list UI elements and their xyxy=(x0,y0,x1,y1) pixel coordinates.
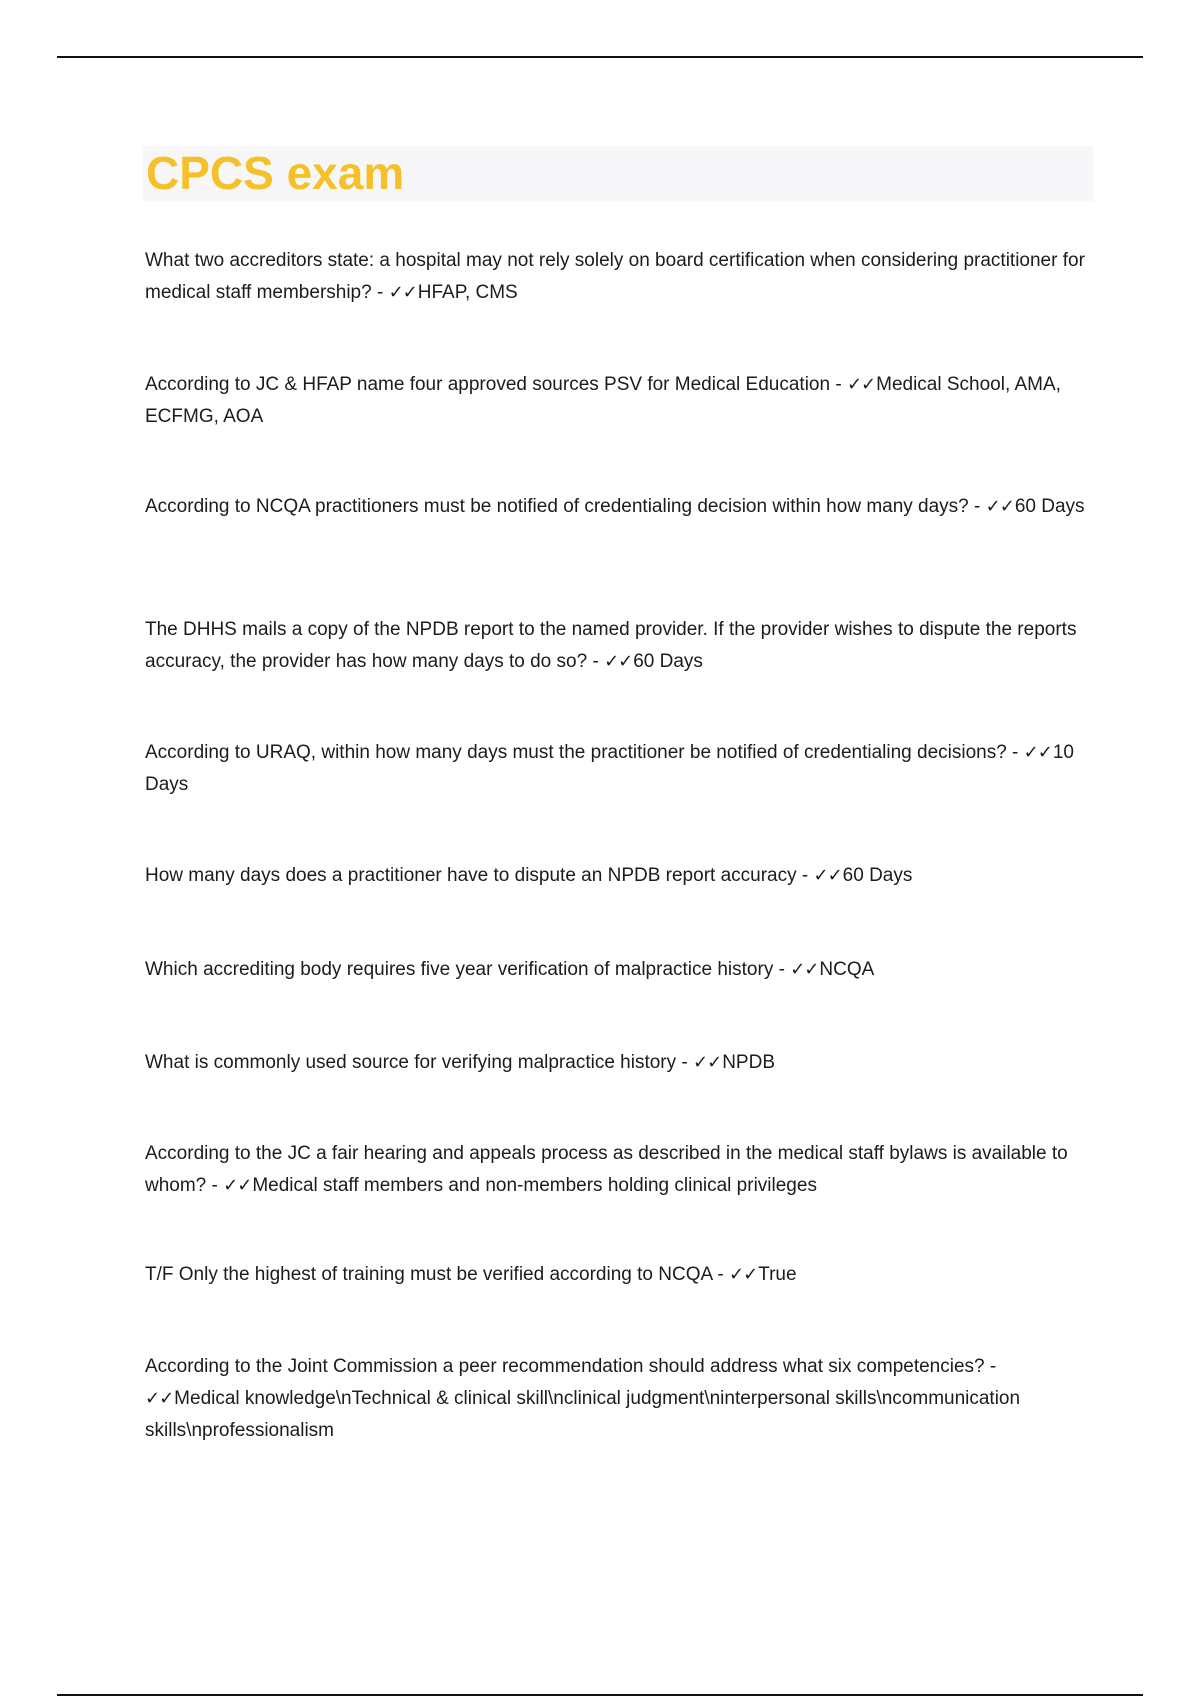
double-check-icon: ✓✓ xyxy=(729,1264,758,1285)
qa-question: According to the JC a fair hearing and appeals process as described in the medical staff bylaws is available to whom? xyxy=(145,1143,1068,1196)
qa-item xyxy=(145,1259,1090,1291)
qa-item xyxy=(145,1047,1090,1079)
qa-answer: NPDB xyxy=(722,1052,775,1073)
top-rule xyxy=(57,56,1143,58)
qa-answer: 60 Days xyxy=(1014,496,1085,517)
qa-question: According to JC & HFAP name four approved sources PSV for Medical Education xyxy=(145,374,831,395)
qa-answer: 60 Days xyxy=(633,651,703,672)
qa-separator: - xyxy=(984,1356,997,1377)
qa-item xyxy=(145,369,1090,433)
qa-answer: Medical knowledge\nTechnical & clinical skill\nclinical judgment\ninterpersonal skills\ncommunication skills\nprofessionalism xyxy=(145,1388,1021,1441)
qa-separator: - xyxy=(1006,742,1024,763)
qa-separator: - xyxy=(371,282,389,303)
qa-item xyxy=(145,954,1090,986)
qa-answer: 60 Days xyxy=(842,865,913,886)
qa-question: What two accreditors state: a hospital may not rely solely on board certification when considering practitioner for medical staff membership? xyxy=(145,250,1085,303)
qa-question: Which accrediting body requires five year verification of malpractice history xyxy=(145,959,774,980)
qa-separator: - xyxy=(830,374,847,395)
qa-item xyxy=(145,614,1090,678)
qa-separator: - xyxy=(968,496,986,517)
qa-question: What is commonly used source for verifying malpractice history xyxy=(145,1052,677,1073)
bottom-rule xyxy=(57,1694,1143,1696)
qa-item xyxy=(145,491,1090,523)
double-check-icon: ✓✓ xyxy=(145,1388,174,1409)
qa-separator: - xyxy=(796,865,814,886)
double-check-icon: ✓✓ xyxy=(223,1175,252,1196)
qa-answer: HFAP, CMS xyxy=(417,282,518,303)
qa-question: The DHHS mails a copy of the NPDB report to the named provider. If the provider wishes to dispute the reports accuracy, the provider has how many days to do so? xyxy=(145,619,1077,672)
qa-separator: - xyxy=(712,1264,729,1285)
qa-separator: - xyxy=(676,1052,694,1073)
page-title: CPCS exam xyxy=(146,147,405,199)
qa-question: According to the Joint Commission a peer recommendation should address what six competencies? xyxy=(145,1356,985,1377)
double-check-icon: ✓✓ xyxy=(604,651,633,672)
double-check-icon: ✓✓ xyxy=(985,496,1014,517)
qa-question: How many days does a practitioner have to dispute an NPDB report accuracy xyxy=(145,865,797,886)
qa-separator: - xyxy=(206,1175,224,1196)
qa-separator: - xyxy=(587,651,605,672)
double-check-icon: ✓✓ xyxy=(1023,742,1052,763)
double-check-icon: ✓✓ xyxy=(790,959,819,980)
qa-answer: Medical staff members and non-members holding clinical privileges xyxy=(252,1175,817,1196)
qa-item xyxy=(145,245,1090,309)
qa-answer: 10 Days xyxy=(145,742,1074,795)
double-check-icon: ✓✓ xyxy=(813,865,842,886)
qa-answer: True xyxy=(758,1264,797,1285)
qa-item xyxy=(145,1351,1090,1447)
double-check-icon: ✓✓ xyxy=(693,1052,722,1073)
qa-item xyxy=(145,860,1090,892)
title-band xyxy=(143,146,1093,201)
qa-question: T/F Only the highest of training must be verified according to NCQA xyxy=(145,1264,713,1285)
double-check-icon: ✓✓ xyxy=(846,374,876,395)
qa-answer: Medical School, AMA, ECFMG, AOA xyxy=(145,374,1061,427)
qa-item xyxy=(145,1138,1090,1202)
double-check-icon: ✓✓ xyxy=(388,282,417,303)
qa-answer: NCQA xyxy=(819,959,875,980)
qa-question: According to URAQ, within how many days must the practitioner be notified of credentialing decisions? xyxy=(145,742,1007,763)
qa-separator: - xyxy=(773,959,791,980)
qa-item xyxy=(145,737,1090,801)
qa-question: According to NCQA practitioners must be notified of credentialing decision within how many days? xyxy=(145,496,969,517)
